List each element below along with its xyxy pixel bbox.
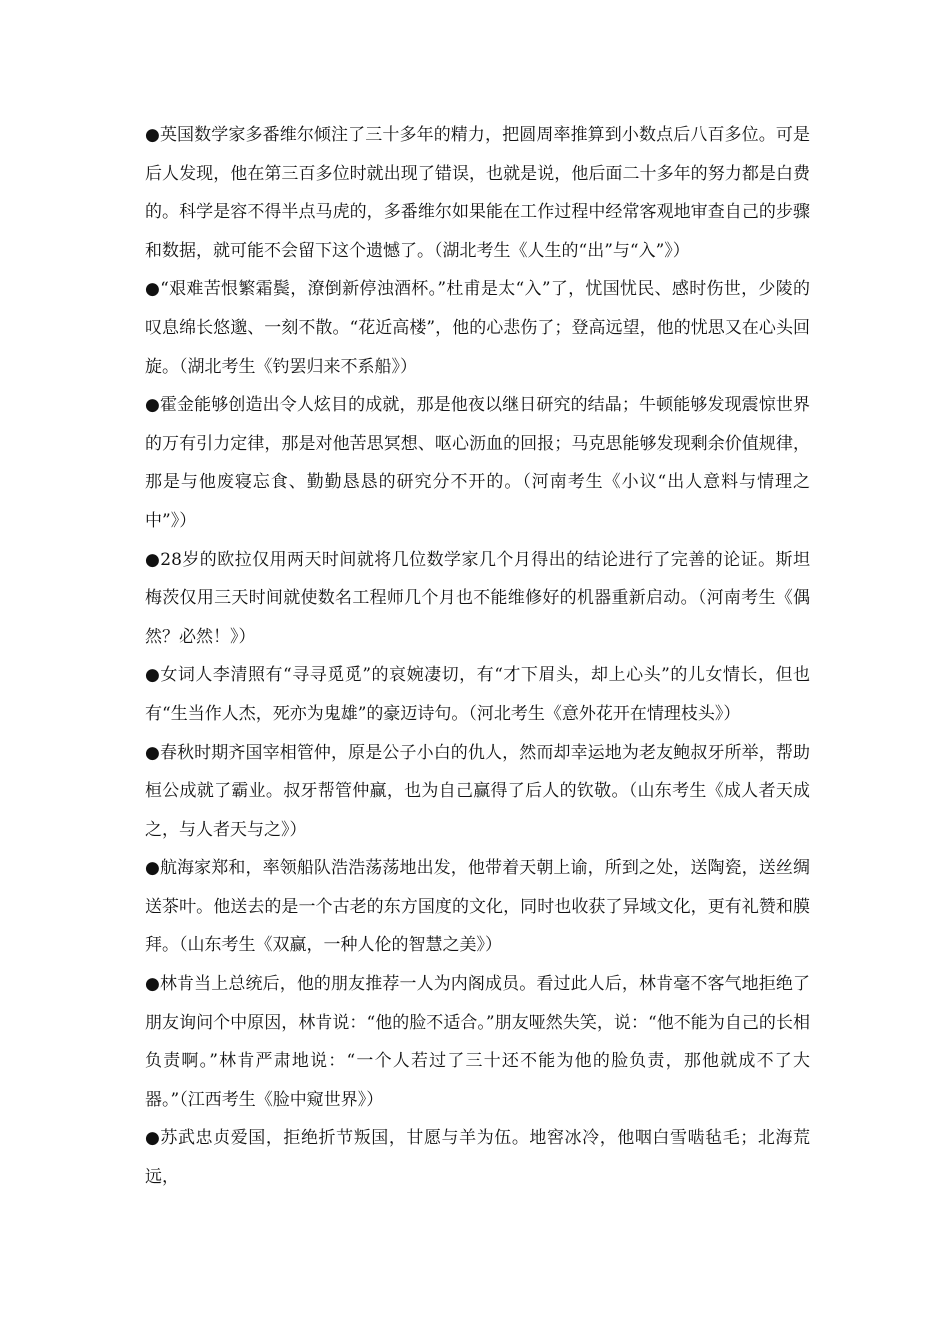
bullet-icon: ● [145,395,160,416]
paragraph-2 [145,270,810,386]
bullet-icon: ● [145,665,161,686]
paragraph-5 [145,656,810,733]
paragraph-text: 霍金能够创造出令人炫目的成就，那是他夜以继日研究的结晶；牛顿能够发现震惊世界的万有引力定律，那是对他苦思冥想、呕心沥血的回报；马克思能够发现剩余价值规律，那是与他废寝忘食、勤勤恳恳的研究分不开的。（河南考生《小议“出人意料与情理之中”》） [145,395,810,531]
bullet-icon: ● [145,125,160,145]
paragraph-text: 林肯当上总统后，他的朋友推荐一人为内阁成员。看过此人后，林肯毫不客气地拒绝了朋友询问个中原因，林肯说：“他的脸不适合。”朋友哑然失笑，说：“他不能为自己的长相负责啊。”林肯严肃地说：“一个人若过了三十还不能为他的脸负责，那他就成不了大器。”（江西考生《脸中窥世界》） [145,974,810,1110]
bullet-icon: ● [145,858,160,879]
paragraph-text: 航海家郑和，率领船队浩浩荡荡地出发，他带着天朝上谕，所到之处，送陶瓷，送丝绸送茶叶。他送去的是一个古老的东方国度的文化，同时也收获了异域文化，更有礼赞和膜拜。（山东考生《双赢，一种人伦的智慧之美》） [145,858,810,956]
paragraph-text: 苏武忠贞爱国，拒绝折节叛国，甘愿与羊为伍。地窖冰冷，他咽白雪啮毡毛；北海荒远， [145,1128,810,1188]
paragraph-text: 28岁的欧拉仅用两天时间就将几位数学家几个月得出的结论进行了完善的论证。斯坦梅茨仅用三天时间就使数名工程师几个月也不能维修好的机器重新启动。（河南考生《偶然？必然！》） [145,549,810,647]
paragraph-text: “艰难苦恨繁霜鬓，潦倒新停浊酒杯。”杜甫是太“入”了，忧国忧民、感时伤世，少陵的叹息绵长悠邈、一刻不散。“花近高楼”，他的心悲伤了；登高远望，他的忧思又在心头回旋。（湖北考生《钓罢归来不系船》） [145,279,810,377]
paragraph-3 [145,386,810,540]
bullet-icon: ● [145,974,160,995]
paragraph-text: 春秋时期齐国宰相管仲，原是公子小白的仇人，然而却幸运地为老友鲍叔牙所举，帮助桓公成就了霸业。叔牙帮管仲赢，也为自己赢得了后人的钦敬。（山东考生《成人者天成之，与人者天与之》） [145,742,810,840]
paragraph-8 [145,965,810,1119]
paragraph-9 [145,1119,810,1196]
bullet-icon: ● [145,279,161,300]
paragraph-text: 英国数学家多番维尔倾注了三十多年的精力，把圆周率推算到小数点后八百多位。可是后人发现，他在第三百多位时就出现了错误，也就是说，他后面二十多年的努力都是白费的。科学是容不得半点马虎的，多番维尔如果能在工作过程中经常客观地审查自己的步骤和数据，就可能不会留下这个遗憾了。（湖北考生《人生的“出”与“入”》） [145,125,810,261]
paragraph-6 [145,734,810,850]
paragraph-text: 女词人李清照有“寻寻觅觅”的哀婉凄切，有“才下眉头，却上心头”的儿女情长，但也有“生当作人杰，死亦为鬼雄”的豪迈诗句。（河北考生《意外花开在情理枝头》） [145,665,810,724]
document-page [145,116,810,1197]
paragraph-1 [145,116,810,270]
bullet-icon: ● [145,549,161,570]
bullet-icon: ● [145,742,160,763]
paragraph-4 [145,541,810,657]
paragraph-7 [145,849,810,965]
bullet-icon: ● [145,1128,161,1149]
